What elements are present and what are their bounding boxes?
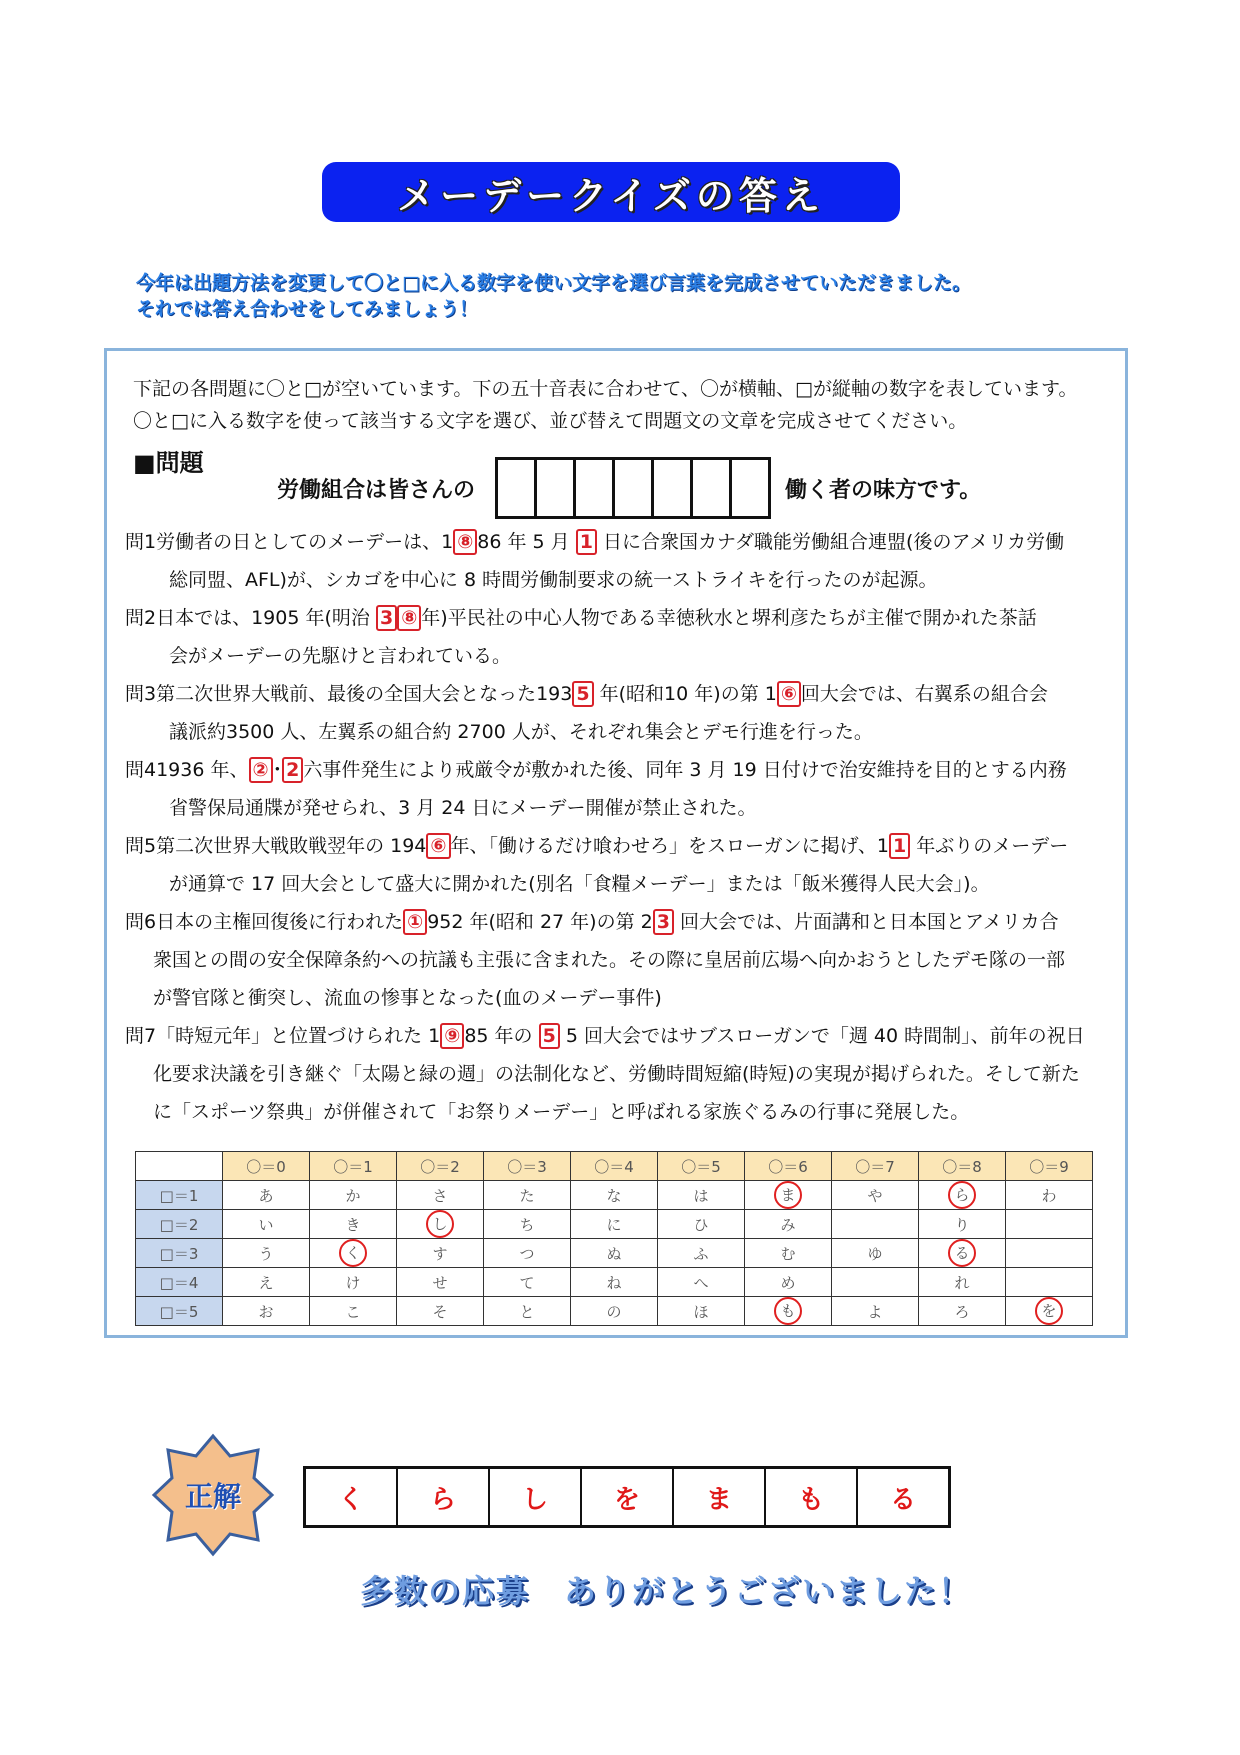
kana-cell (745, 1210, 832, 1239)
circled-kana: る (948, 1239, 976, 1267)
kana-cell (571, 1210, 658, 1239)
kana-cell (397, 1210, 484, 1239)
table-corner (136, 1152, 223, 1181)
question-line (125, 979, 1115, 1017)
question-label: 問3 (125, 683, 157, 705)
question-line (125, 789, 1115, 827)
question-item (125, 599, 1115, 675)
answer-char: も (766, 1469, 858, 1525)
instruction-line: 下記の各問題に〇と□が空いています。下の五十音表に合わせて、〇が横軸、□が縦軸の数字を表しています。 (133, 378, 1078, 400)
kana-cell (832, 1181, 919, 1210)
answer-badge (150, 1432, 276, 1558)
kana: ち (519, 1215, 535, 1234)
question-text: 年、「働けるだけ喰わせろ」をスローガンに掲げ、1 (450, 835, 889, 857)
intro-line: 今年は出題方法を変更して〇と□に入る数字を使い文字を選び言葉を完成させていただきました。 (136, 272, 971, 294)
phrase-suffix: 働く者の味方です。 (785, 477, 982, 503)
question-line (125, 941, 1115, 979)
kana-cell (484, 1239, 571, 1268)
thanks-message: 多数の応募 ありがとうございました！ (360, 1572, 973, 1610)
kana-cell (658, 1181, 745, 1210)
kana: ふ (693, 1244, 709, 1263)
question-line (125, 637, 1115, 675)
highlighted-number: ⑨ (440, 1023, 464, 1049)
row-header: □＝5 (136, 1297, 223, 1326)
question-label: 問4 (125, 759, 157, 781)
blank-box (498, 460, 537, 516)
answer-row (303, 1466, 951, 1528)
kana-cell (658, 1239, 745, 1268)
question-text: 六事件発生により戒厳令が敷かれた後、同年 3 月 19 日付けで治安維持を目的とする内務 (303, 759, 1067, 781)
question-text: 952 年(昭和 27 年)の第 2 (427, 911, 653, 933)
question-label: 問1 (125, 531, 157, 553)
kana-cell (832, 1239, 919, 1268)
kana-cell (658, 1210, 745, 1239)
question-line (125, 751, 1115, 789)
column-header: 〇＝4 (571, 1152, 658, 1181)
question-text: 5 回大会ではサブスローガンで「週 40 時間制」、前年の祝日 (559, 1025, 1085, 1047)
kana-cell (571, 1181, 658, 1210)
question-line (125, 599, 1115, 637)
question-text: 日に合衆国カナダ職能労働組合連盟(後のアメリカ労働 (596, 531, 1065, 553)
highlighted-number: 1 (889, 833, 910, 859)
kana: ひ (693, 1215, 709, 1234)
answer-char: を (582, 1469, 674, 1525)
kana: む (780, 1244, 796, 1263)
row-header: □＝4 (136, 1268, 223, 1297)
kana-cell (1006, 1181, 1093, 1210)
kana-cell (919, 1181, 1006, 1210)
circled-kana: く (339, 1239, 367, 1267)
kana-cell (919, 1297, 1006, 1326)
blank-box (537, 460, 576, 516)
kana-cell (484, 1210, 571, 1239)
question-text: 日本の主権回復後に行われた (156, 911, 404, 933)
column-header: 〇＝1 (310, 1152, 397, 1181)
answer-char: し (490, 1469, 582, 1525)
kana-cell (310, 1297, 397, 1326)
kana: ほ (693, 1302, 709, 1321)
highlighted-number: ② (249, 757, 273, 783)
question-item (125, 903, 1115, 1017)
question-item (125, 827, 1115, 903)
kana-cell (223, 1239, 310, 1268)
highlighted-number: ① (403, 909, 427, 935)
question-item (125, 523, 1115, 599)
question-text: 「時短元年」と位置づけられた 1 (156, 1025, 441, 1047)
kana: そ (432, 1302, 448, 1321)
kana: へ (693, 1273, 709, 1292)
kana: て (519, 1273, 535, 1292)
question-line (125, 1017, 1115, 1055)
kana: た (519, 1186, 535, 1205)
kana: え (258, 1273, 274, 1292)
kana-cell (310, 1181, 397, 1210)
column-header: 〇＝6 (745, 1152, 832, 1181)
kana: な (606, 1186, 622, 1205)
kana-cell (1006, 1268, 1093, 1297)
question-line (125, 713, 1115, 751)
circled-kana: ら (948, 1181, 976, 1209)
page-title: メーデークイズの答え (322, 162, 900, 222)
question-text: 総同盟、AFL)が、シカゴを中心に 8 時間労働制要求の統一ストライキを行ったのが起源。 (169, 569, 938, 591)
question-text: 86 年 5 月 (477, 531, 576, 553)
kana-cell (397, 1297, 484, 1326)
kana-cell (397, 1268, 484, 1297)
question-text: 会がメーデーの先駆けと言われている。 (169, 645, 512, 667)
answer-char: く (306, 1469, 398, 1525)
question-text: 省警保局通牒が発せられ、3 月 24 日にメーデー開催が禁止された。 (169, 797, 757, 819)
question-line (125, 523, 1115, 561)
kana-cell (310, 1239, 397, 1268)
kana: い (258, 1215, 274, 1234)
problem-heading: ■問題 (133, 449, 204, 477)
kana: お (258, 1302, 274, 1321)
question-line (125, 675, 1115, 713)
kana: か (345, 1186, 361, 1205)
blank-box (576, 460, 615, 516)
question-item (125, 675, 1115, 751)
kana: う (258, 1244, 274, 1263)
kana-cell (1006, 1239, 1093, 1268)
kana: ろ (954, 1302, 970, 1321)
answer-char: ま (674, 1469, 766, 1525)
row-header: □＝3 (136, 1239, 223, 1268)
question-text: が警官隊と衝突し、流血の惨事となった(血のメーデー事件) (153, 987, 662, 1009)
question-line (125, 1055, 1115, 1093)
kana: み (780, 1215, 796, 1234)
question-text: が通算で 17 回大会として盛大に開かれた(別名「食糧メーデー」または「飯米獲得人民大会」)。 (169, 873, 990, 895)
question-label: 問5 (125, 835, 157, 857)
kana-cell (745, 1181, 832, 1210)
question-item (125, 751, 1115, 827)
question-text: 第二次世界大戦敗戦翌年の 194 (156, 835, 427, 857)
kana-cell (223, 1268, 310, 1297)
column-header: 〇＝0 (223, 1152, 310, 1181)
question-line (125, 561, 1115, 599)
question-label: 問6 (125, 911, 157, 933)
column-header: 〇＝7 (832, 1152, 919, 1181)
kana: こ (345, 1302, 361, 1321)
question-text: ･ (272, 759, 283, 781)
row-header: □＝1 (136, 1181, 223, 1210)
kana: け (345, 1273, 361, 1292)
kana: せ (432, 1273, 448, 1292)
instruction-line: 〇と□に入る数字を使って該当する文字を選び、並び替えて問題文の文章を完成させてください。 (133, 410, 968, 432)
instructions (133, 373, 1113, 437)
kana-cell (571, 1297, 658, 1326)
question-text: 回大会では、右翼系の組合会 (800, 683, 1048, 705)
kana-cell (919, 1210, 1006, 1239)
badge-label: 正解 (184, 1480, 241, 1513)
question-text: 議派約3500 人、左翼系の組合約 2700 人が、それぞれ集会とデモ行進を行った。 (169, 721, 873, 743)
kana: ぬ (606, 1244, 622, 1263)
circled-kana: ま (774, 1181, 802, 1209)
kana-cell (1006, 1297, 1093, 1326)
question-text: 労働者の日としてのメーデーは、1 (156, 531, 454, 553)
blank-box (654, 460, 693, 516)
kana: に (606, 1215, 622, 1234)
question-line (125, 903, 1115, 941)
column-header: 〇＝9 (1006, 1152, 1093, 1181)
answer-char: る (889, 1484, 916, 1515)
question-text: 1936 年、 (156, 759, 249, 781)
quiz-box (104, 348, 1128, 1338)
highlighted-number: ⑧ (397, 605, 421, 631)
intro-line: それでは答え合わせをしてみましょう！ (136, 298, 479, 320)
question-text: 化要求決議を引き継ぐ「太陽と緑の週」の法制化など、労働時間短縮(時短)の実現が掲げられた。そして新た (153, 1063, 1080, 1085)
question-label: 問2 (125, 607, 157, 629)
kana: ね (606, 1273, 622, 1292)
kana: さ (432, 1186, 448, 1205)
blank-box (693, 460, 732, 516)
kana: す (432, 1244, 448, 1263)
kana-cell (745, 1239, 832, 1268)
phrase-prefix: 労働組合は皆さんの (277, 477, 476, 503)
kana-cell (745, 1268, 832, 1297)
highlighted-number: 5 (572, 681, 593, 707)
kana-cell (310, 1268, 397, 1297)
question-text: 年(昭和10 年)の第 1 (593, 683, 777, 705)
circled-kana: も (774, 1297, 802, 1325)
kana-cell (832, 1210, 919, 1239)
question-line (125, 1093, 1115, 1131)
question-line (125, 865, 1115, 903)
kana: や (867, 1186, 883, 1205)
question-text: 衆国との間の安全保障条約への抗議も主張に含まれた。その際に皇居前広場へ向かおうとしたデモ隊の一部 (153, 949, 1066, 971)
kana-cell (919, 1239, 1006, 1268)
kana: め (780, 1273, 796, 1292)
kana-cell (397, 1239, 484, 1268)
kana-cell (571, 1268, 658, 1297)
question-label: 問7 (125, 1025, 157, 1047)
kana-cell (397, 1181, 484, 1210)
highlighted-number: 1 (576, 529, 597, 555)
kana: つ (519, 1244, 535, 1263)
answer-boxes (495, 457, 771, 519)
kana: と (519, 1302, 535, 1321)
question-list (125, 523, 1115, 1131)
kana: き (345, 1215, 361, 1234)
answer-char: ら (398, 1469, 490, 1525)
kana-cell (832, 1268, 919, 1297)
kana-cell (310, 1210, 397, 1239)
question-text: 回大会では、片面講和と日本国とアメリカ合 (673, 911, 1059, 933)
kana-cell (571, 1239, 658, 1268)
table-row (136, 1297, 1093, 1326)
kana: は (693, 1186, 709, 1205)
table-row (136, 1268, 1093, 1297)
kana-cell (1006, 1210, 1093, 1239)
column-header: 〇＝3 (484, 1152, 571, 1181)
question-line (125, 827, 1115, 865)
highlighted-number: ⑥ (777, 681, 801, 707)
intro-text (136, 270, 1156, 322)
column-header: 〇＝8 (919, 1152, 1006, 1181)
column-header: 〇＝5 (658, 1152, 745, 1181)
kana: あ (258, 1186, 274, 1205)
table-row (136, 1181, 1093, 1210)
kana-cell (484, 1181, 571, 1210)
column-header: 〇＝2 (397, 1152, 484, 1181)
kana-cell (832, 1297, 919, 1326)
question-item (125, 1017, 1115, 1131)
kana: の (606, 1302, 622, 1321)
kana-cell (658, 1268, 745, 1297)
kana: ゆ (867, 1244, 883, 1263)
question-text: 85 年の (464, 1025, 539, 1047)
kana-cell (745, 1297, 832, 1326)
highlighted-number: 5 (539, 1023, 560, 1049)
highlighted-number: ⑥ (426, 833, 450, 859)
table-row (136, 1210, 1093, 1239)
blank-box (615, 460, 654, 516)
row-header: □＝2 (136, 1210, 223, 1239)
blank-box (732, 460, 768, 516)
gojuon-table (135, 1151, 1093, 1326)
highlighted-number: ⑧ (453, 529, 477, 555)
question-text: 年)平民社の中心人物である幸徳秋水と堺利彦たちが主催で開かれた茶話 (421, 607, 1037, 629)
table-row (136, 1239, 1093, 1268)
kana-cell (919, 1268, 1006, 1297)
kana-cell (658, 1297, 745, 1326)
kana-cell (484, 1297, 571, 1326)
highlighted-number: 3 (653, 909, 674, 935)
circled-kana: し (426, 1210, 454, 1238)
kana-cell (223, 1210, 310, 1239)
circled-kana: を (1035, 1297, 1063, 1325)
problem-phrase (277, 457, 981, 519)
question-text: 第二次世界大戦前、最後の全国大会となった193 (156, 683, 573, 705)
kana: よ (867, 1302, 883, 1321)
highlighted-number: 3 (376, 605, 397, 631)
question-text: 日本では、1905 年(明治 (156, 607, 376, 629)
kana-cell (484, 1268, 571, 1297)
kana: り (954, 1215, 970, 1234)
kana: わ (1041, 1186, 1057, 1205)
question-text: に「スポーツ祭典」が併催されて「お祭りメーデー」と呼ばれる家族ぐるみの行事に発展した。 (153, 1101, 970, 1123)
kana-cell (223, 1297, 310, 1326)
highlighted-number: 2 (282, 757, 303, 783)
question-text: 年ぶりのメーデー (910, 835, 1069, 857)
kana-cell (223, 1181, 310, 1210)
kana: れ (954, 1273, 970, 1292)
